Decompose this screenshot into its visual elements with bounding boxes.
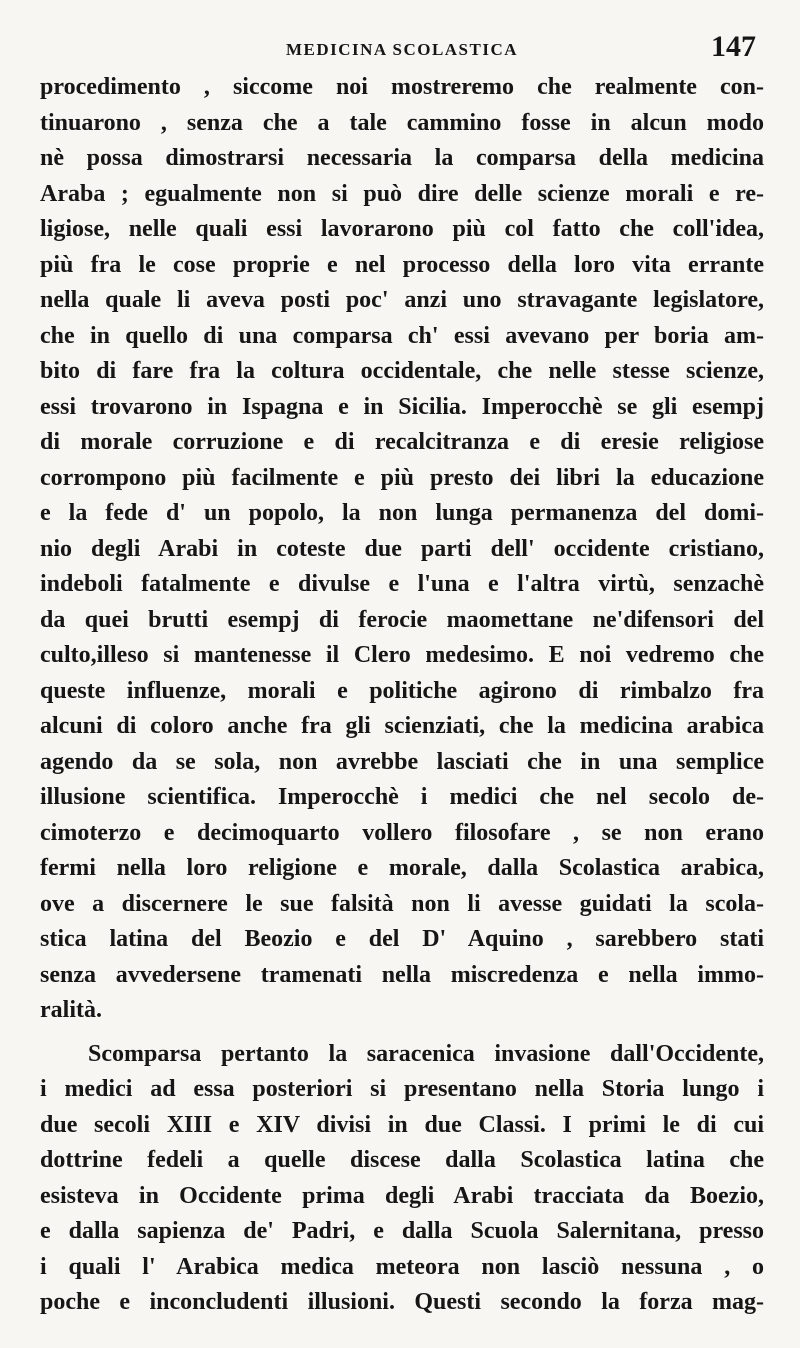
text-line: nè possa dimostrarsi necessaria la comparsa della medicina <box>40 145 764 171</box>
text-line: Scomparsa pertanto la saracenica invasione dall'Occidente, <box>88 1040 764 1067</box>
text-line: indeboli fatalmente e divulse e l'una e l'altra virtù, senzachè <box>40 571 764 597</box>
text-line: procedimento , siccome noi mostreremo che realmente con- <box>40 74 764 100</box>
text-line: essi trovarono in Ispagna e in Sicilia. Imperocchè se gli esempj <box>40 393 764 420</box>
running-title: MEDICINA SCOLASTICA <box>285 40 519 59</box>
text-line: fermi nella loro religione e morale, dalla Scolastica arabica, <box>40 855 764 881</box>
text-line: più fra le cose proprie e nel processo della loro vita errante <box>40 251 764 278</box>
text-line: nella quale li aveva posti poc' anzi uno stravagante legislatore, <box>40 287 764 313</box>
text-line: Araba ; egualmente non si può dire delle scienze morali e re- <box>40 180 764 207</box>
text-line: due secoli XIII e XIV divisi in due Classi. I primi le di cui <box>40 1111 764 1138</box>
page-number: 147 <box>711 30 756 63</box>
text-line: agendo da se sola, non avrebbe lasciati che in una semplice <box>40 748 764 775</box>
text-line: e la fede d' un popolo, la non lunga permanenza del domi- <box>40 500 764 526</box>
text-line: queste influenze, morali e politiche agirono di rimbalzo fra <box>40 677 764 704</box>
text-line: di morale corruzione e di recalcitranza e di eresie religiose <box>40 429 764 455</box>
text-line: esisteva in Occidente prima degli Arabi tracciata da Boezio, <box>40 1182 764 1209</box>
paragraph-2 <box>40 1037 764 1321</box>
text-line: nio degli Arabi in coteste due parti dell' occidente cristiano, <box>40 535 764 562</box>
text-line: ralità. <box>40 997 102 1023</box>
text-line: ligiose, nelle quali essi lavorarono più col fatto che coll'idea, <box>40 216 764 242</box>
text-line: e dalla sapienza de' Padri, e dalla Scuola Salernitana, presso <box>40 1218 764 1244</box>
text-line: i medici ad essa posteriori si presentano nella Storia lungo i <box>40 1076 764 1102</box>
text-line: alcuni di coloro anche fra gli scienziati, che la medicina arabica <box>40 713 764 739</box>
text-line: stica latina del Beozio e del D' Aquino , sarebbero stati <box>40 926 764 952</box>
text-line: senza avvedersene tramenati nella miscredenza e nella immo- <box>40 961 764 988</box>
text-line: che in quello di una comparsa ch' essi avevano per boria am- <box>40 322 764 349</box>
running-head <box>40 24 764 68</box>
text-line: i quali l' Arabica medica meteora non lasciò nessuna , o <box>40 1253 764 1280</box>
text-line: bito di fare fra la coltura occidentale, che nelle stesse scienze, <box>40 358 764 384</box>
text-line: illusione scientifica. Imperocchè i medici che nel secolo de- <box>40 784 764 810</box>
text-line: cimoterzo e decimoquarto vollero filosofare , se non erano <box>40 819 764 846</box>
text-line: corrompono più facilmente e più presto dei libri la educazione <box>40 464 764 491</box>
text-line: culto,illeso si mantenesse il Clero medesimo. E noi vedremo che <box>40 642 764 668</box>
text-line: poche e inconcludenti illusioni. Questi secondo la forza mag- <box>40 1289 764 1315</box>
text-line: ove a discernere le sue falsità non li avesse guidati la scola- <box>40 890 764 917</box>
text-line: tinuarono , senza che a tale cammino fosse in alcun modo <box>40 109 764 136</box>
text-line: da quei brutti esempj di ferocie maomettane ne'difensori del <box>40 606 764 633</box>
text-line: dottrine fedeli a quelle discese dalla Scolastica latina che <box>40 1147 764 1173</box>
body-text <box>40 70 764 1321</box>
paragraph-1 <box>40 70 764 1029</box>
